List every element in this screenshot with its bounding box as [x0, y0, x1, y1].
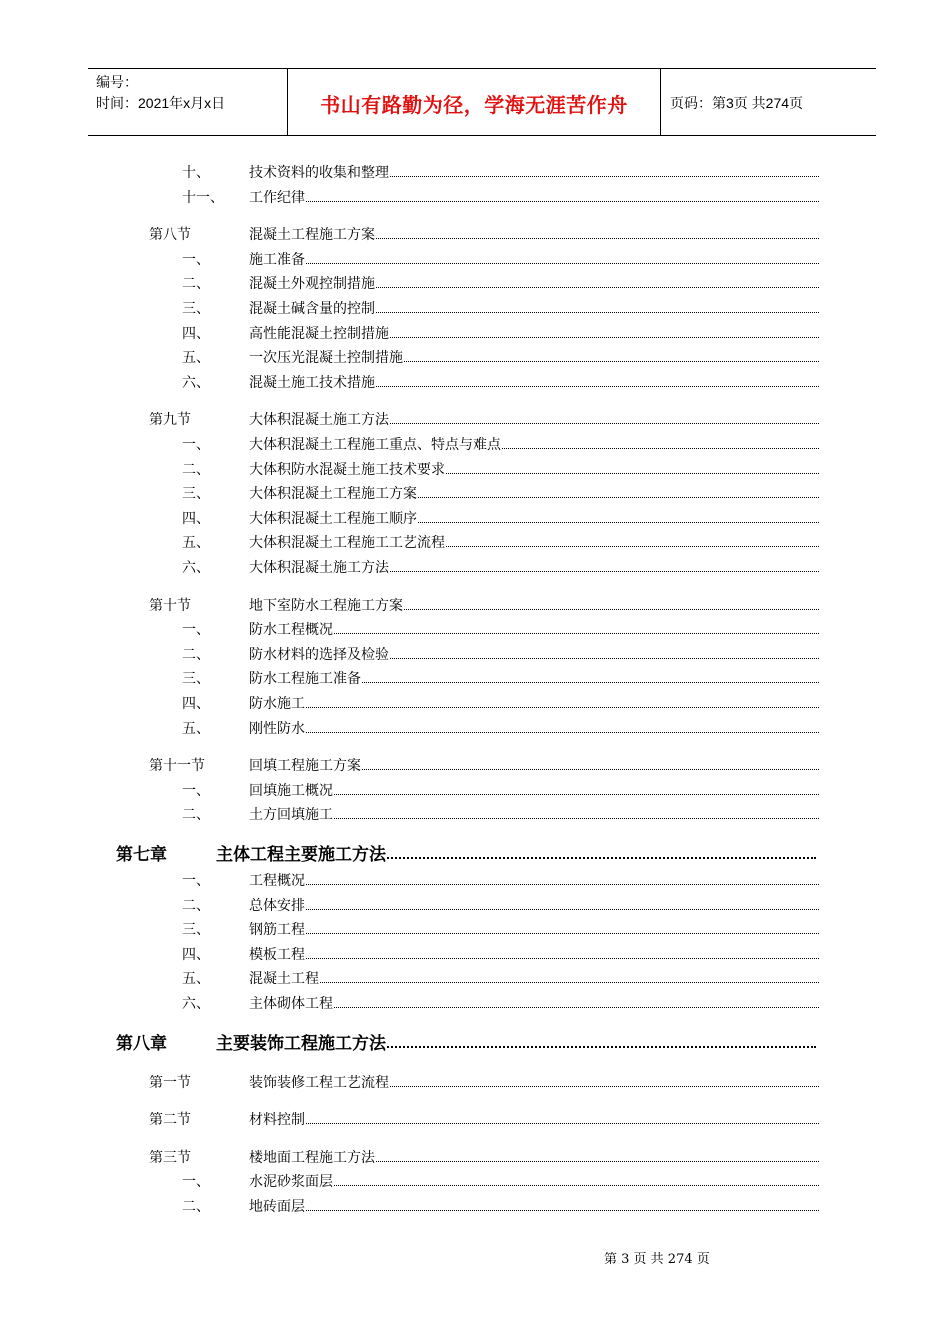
toc-leader-dots	[249, 261, 819, 264]
toc-entry-number: 一、	[182, 437, 210, 453]
toc-entry-number: 二、	[182, 897, 210, 914]
toc-entry-number: 六、	[182, 374, 210, 391]
toc-entry-title: 回填施工概况	[249, 780, 334, 800]
toc-entry-item[interactable]	[0, 942, 950, 964]
toc-entry-number: 一、	[182, 782, 210, 799]
toc-leader-dots	[249, 931, 819, 934]
toc-entry-title: 混凝土外观控制措施	[249, 273, 376, 293]
toc-entry-number: 十、	[182, 165, 210, 181]
toc-entry-section[interactable]	[0, 593, 950, 615]
toc-entry-number: 十一、	[182, 189, 224, 206]
toc-entry-number: 一、	[182, 873, 210, 889]
toc-entry-section[interactable]	[0, 753, 950, 775]
toc-entry-number: 四、	[182, 325, 210, 342]
toc-entry-number: 五、	[182, 971, 210, 988]
toc-entry-number: 六、	[182, 996, 210, 1012]
toc-entry-number: 第九节	[149, 412, 191, 429]
toc-entry-number: 第七章	[116, 845, 167, 865]
toc-entry-title: 钢筋工程	[249, 919, 306, 939]
toc-entry-title: 技术资料的收集和整理	[249, 162, 390, 182]
toc-entry-number: 第三节	[149, 1149, 191, 1166]
toc-entry-section[interactable]	[0, 1145, 950, 1167]
toc-entry-number: 三、	[182, 486, 210, 503]
toc-leader-dots	[249, 1208, 819, 1211]
toc-entry-number: 五、	[182, 350, 210, 367]
toc-leader-dots	[249, 907, 819, 910]
toc-entry-item[interactable]	[0, 555, 950, 577]
toc-entry-number: 四、	[182, 510, 210, 527]
toc-entry-number: 五、	[182, 720, 210, 737]
toc-entry-title: 大体积混凝土工程施工顺序	[249, 508, 418, 528]
toc-leader-dots	[249, 1121, 819, 1124]
toc-entry-item[interactable]	[0, 802, 950, 824]
toc-entry-title: 施工准备	[249, 249, 306, 269]
toc-entry-title: 地砖面层	[249, 1196, 306, 1216]
toc-entry-item[interactable]	[0, 1194, 950, 1216]
toc-entry-title: 高性能混凝土控制措施	[249, 323, 390, 343]
toc-leader-dots	[249, 730, 819, 733]
toc-entry-item[interactable]	[0, 370, 950, 392]
toc-entry-section[interactable]	[0, 1107, 950, 1129]
toc-entry-number: 二、	[182, 807, 210, 824]
toc-entry-number: 第八章	[116, 1033, 167, 1054]
toc-entry-title: 刚性防水	[249, 718, 306, 738]
toc-entry-section[interactable]	[0, 407, 950, 429]
toc-leader-dots	[249, 199, 819, 202]
header-code-label: 编号：	[96, 74, 138, 90]
toc-leader-dots	[249, 705, 819, 708]
toc-entry-title: 混凝土工程	[249, 968, 320, 988]
toc-entry-title: 水泥砂浆面层	[249, 1171, 334, 1191]
toc-entry-number: 一、	[182, 1174, 210, 1191]
toc-entry-item[interactable]	[0, 716, 950, 738]
toc-entry-number: 第十一节	[149, 758, 205, 775]
toc-leader-dots	[249, 631, 819, 634]
toc-leader-dots	[249, 956, 819, 959]
toc-entry-number: 第二节	[149, 1112, 191, 1129]
toc-entry-title: 楼地面工程施工方法	[249, 1147, 376, 1167]
toc-entry-number: 三、	[182, 301, 210, 317]
toc-entry-item[interactable]	[0, 160, 950, 182]
toc-entry-number: 二、	[182, 646, 210, 663]
toc-entry-title: 混凝土工程施工方案	[249, 224, 376, 244]
toc-entry-title: 主体砌体工程	[249, 993, 334, 1013]
toc-leader-dots	[249, 980, 819, 983]
toc-entry-item[interactable]	[0, 296, 950, 318]
toc-entry-item[interactable]	[0, 530, 950, 552]
toc-entry-title: 模板工程	[249, 944, 306, 964]
toc-entry-number: 二、	[182, 461, 210, 478]
toc-leader-dots	[249, 816, 819, 819]
toc-entry-number: 六、	[182, 560, 210, 576]
toc-entry-title: 工作纪律	[249, 187, 306, 207]
toc-entry-item[interactable]	[0, 893, 950, 915]
toc-entry-title: 总体安排	[249, 895, 306, 915]
toc-entry-item[interactable]	[0, 617, 950, 639]
page-header	[88, 68, 876, 136]
toc-entry-number: 五、	[182, 535, 210, 552]
toc-entry-title: 大体积混凝土施工方法	[249, 409, 390, 429]
toc-entry-number: 二、	[182, 1199, 210, 1215]
toc-entry-title: 防水施工	[249, 693, 306, 713]
toc-entry-item[interactable]	[0, 506, 950, 528]
toc-entry-number: 一、	[182, 622, 210, 639]
toc-entry-section[interactable]	[0, 1070, 950, 1092]
toc-entry-title: 回填工程施工方案	[249, 755, 362, 775]
toc-leader-dots	[249, 882, 819, 885]
toc-entry-item[interactable]	[0, 185, 950, 207]
toc-entry-item[interactable]	[0, 868, 950, 890]
toc-entry-item[interactable]	[0, 432, 950, 454]
header-meta	[96, 72, 225, 114]
toc-entry-item[interactable]	[0, 271, 950, 293]
toc-entry-title: 混凝土施工技术措施	[249, 372, 376, 392]
toc-entry-chapter[interactable]	[0, 1029, 950, 1054]
toc-entry-section[interactable]	[0, 222, 950, 244]
toc-entry-number: 一、	[182, 251, 210, 268]
toc-entry-number: 第八节	[149, 227, 191, 244]
toc-entry-title: 主要装饰工程施工方法	[216, 1029, 387, 1054]
toc-entry-title: 一次压光混凝土控制措施	[249, 347, 404, 367]
toc-entry-title: 地下室防水工程施工方案	[249, 595, 404, 615]
toc-entry-title: 土方回填施工	[249, 804, 334, 824]
toc-entry-number: 四、	[182, 696, 210, 712]
header-motto: 书山有路勤为径，学海无涯苦作舟	[320, 95, 628, 117]
toc-entry-title: 大体积混凝土工程施工方案	[249, 483, 418, 503]
toc-entry-title: 混凝土碱含量的控制	[249, 298, 376, 318]
toc-entry-title: 大体积混凝土工程施工重点、特点与难点	[249, 434, 502, 454]
toc-entry-chapter[interactable]	[0, 840, 950, 865]
toc-entry-item[interactable]	[0, 778, 950, 800]
toc-entry-title: 材料控制	[249, 1109, 306, 1129]
toc-entry-item[interactable]	[0, 666, 950, 688]
toc-entry-item[interactable]	[0, 345, 950, 367]
toc-leader-dots	[249, 792, 819, 795]
page-footer: 第 3 页 共 274 页	[604, 1252, 710, 1267]
toc-entry-number: 第一节	[149, 1074, 191, 1091]
toc-entry-title: 大体积混凝土施工方法	[249, 557, 390, 577]
toc-entry-item[interactable]	[0, 1169, 950, 1191]
toc-entry-number: 三、	[182, 671, 210, 688]
toc-entry-title: 防水工程施工准备	[249, 668, 362, 688]
toc-entry-number: 四、	[182, 946, 210, 963]
toc-entry-title: 大体积防水混凝土施工技术要求	[249, 459, 446, 479]
toc-entry-item[interactable]	[0, 642, 950, 664]
toc-entry-number: 第十节	[149, 597, 191, 614]
toc-entry-item[interactable]	[0, 457, 950, 479]
header-time-label: 时间：2021年x月x日	[96, 95, 226, 111]
toc-entry-item[interactable]	[0, 247, 950, 269]
header-divider	[660, 69, 661, 135]
toc-entry-item[interactable]	[0, 991, 950, 1013]
toc-entry-title: 防水材料的选择及检验	[249, 644, 390, 664]
toc-entry-title: 工程概况	[249, 870, 306, 890]
toc-leader-dots	[249, 1183, 819, 1186]
toc-entry-title: 防水工程概况	[249, 619, 334, 639]
toc-entry-item[interactable]	[0, 966, 950, 988]
toc-entry-number: 三、	[182, 922, 210, 939]
toc-entry-item[interactable]	[0, 481, 950, 503]
header-page-label: 页码：第3页 共274页	[670, 95, 804, 111]
toc-entry-title: 大体积混凝土工程施工工艺流程	[249, 532, 446, 552]
toc-entry-title: 装饰装修工程工艺流程	[249, 1072, 390, 1092]
toc-entry-item[interactable]	[0, 917, 950, 939]
toc-entry-number: 二、	[182, 276, 210, 293]
toc-entry-title: 主体工程主要施工方法	[216, 840, 387, 865]
toc-leader-dots	[249, 1005, 819, 1008]
toc-entry-item[interactable]	[0, 321, 950, 343]
toc-entry-item[interactable]	[0, 691, 950, 713]
